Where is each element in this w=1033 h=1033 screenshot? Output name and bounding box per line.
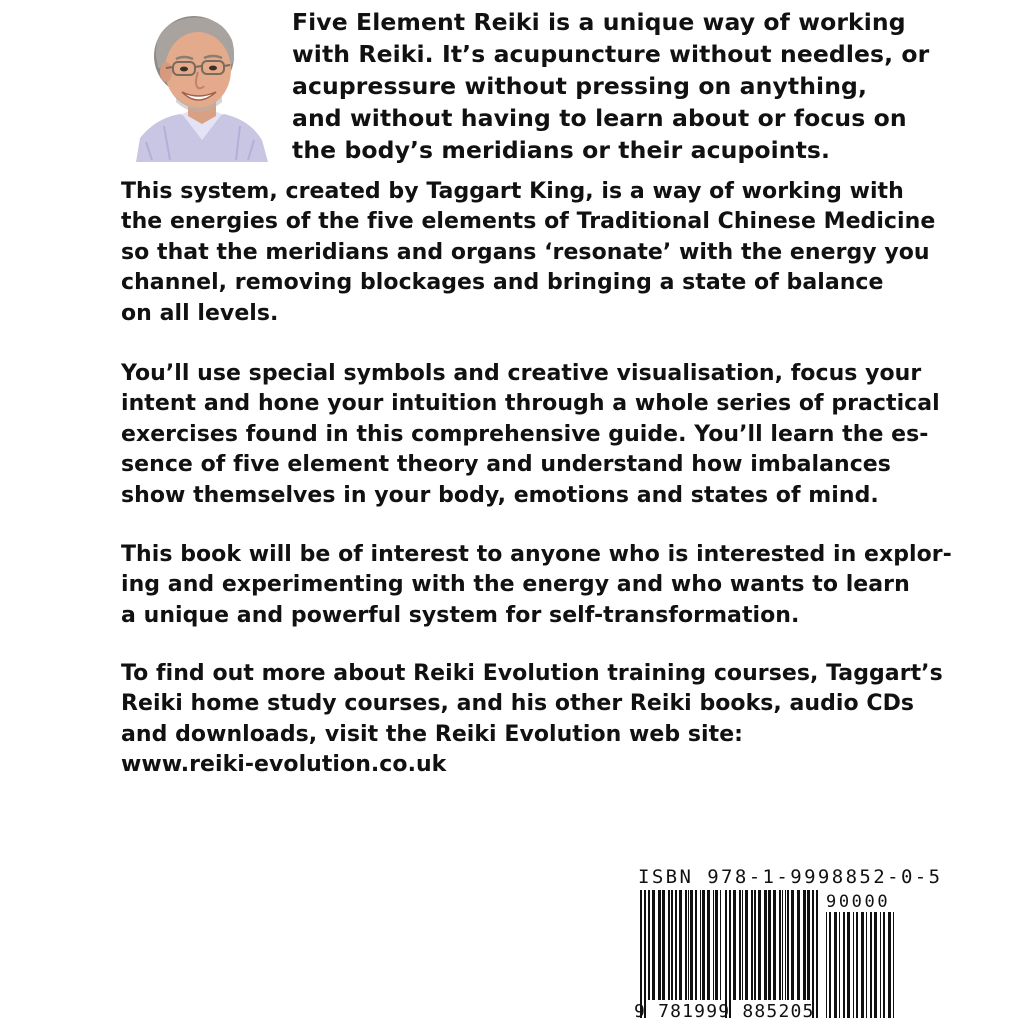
addon-bar [866,912,867,1018]
paragraph-line: intent and hone your intuition through a whole series of practical [121,391,940,417]
barcode-bar [702,890,705,1000]
barcode-bar [773,890,776,1000]
paragraph-line: You’ll use special symbols and creative visualisation, focus your [121,361,922,386]
paragraph-find-out-more [121,659,943,781]
intro-line: acupressure without pressing on anything, [292,72,867,100]
barcode-bar [668,890,670,1000]
barcode-bar [733,890,736,1000]
barcode-bar [725,890,727,1018]
paragraph-line: show themselves in your body, emotions and states of mind. [121,482,879,508]
addon-bar [874,912,877,1018]
intro-text [292,6,930,166]
barcode-bar [768,890,771,1000]
barcode-bar [816,890,818,1018]
barcode-bar [751,890,753,1000]
addon-bar [826,912,827,1018]
addon-bar [843,912,845,1018]
paragraph-line: the energies of the five elements of Traditional Chinese Medicine [121,209,936,235]
intro-line: Five Element Reiki is a unique way of working [292,8,906,36]
barcode-bar [785,890,786,1000]
addon-bar [893,912,894,1018]
addon-bar [870,912,872,1018]
addon-bar [880,912,881,1018]
barcode-bar [742,890,743,1000]
intro-line: and without having to learn about or focus on [292,104,907,132]
barcode-bar [807,890,810,1000]
addon-bar [861,912,864,1018]
barcode-bar [640,890,642,1018]
paragraph-line: This book will be of interest to anyone who is interested in explor- [121,542,952,567]
barcode-bar [715,890,718,1000]
barcode-bar [662,890,665,1000]
barcode-bar [690,890,693,1000]
barcode-bar [688,890,689,1000]
barcode-bar [791,890,794,1000]
ean-digits: 9 781999 885205 [634,1001,815,1022]
addon-bar [888,912,891,1018]
paragraph-symbols [121,359,940,511]
paragraph-line: and downloads, visit the Reiki Evolution web site: [121,721,744,747]
barcode-bar [729,890,731,1018]
barcode-bar [739,890,741,1000]
barcode-bar [782,890,783,1000]
addon-bar [829,912,831,1018]
paragraph-line: To find out more about Reiki Evolution training courses, Taggart’s [121,661,943,686]
barcode-bar [803,890,806,1000]
barcode-bar [720,890,721,1000]
addon-bar [883,912,885,1018]
paragraph-line: This system, created by Taggart King, is a way of working with [121,179,904,204]
paragraph-line: a unique and powerful system for self-transformation. [121,602,800,628]
barcode-bar [764,890,767,1000]
addon-bar [847,912,850,1018]
barcode-bar [754,890,756,1000]
barcode-bar [679,890,682,1000]
addon-bar [856,912,858,1018]
isbn-barcode [628,862,943,1027]
barcode-bar [685,890,687,1000]
barcode-bar [707,890,710,1000]
addon-bar [853,912,854,1018]
paragraph-line: Reiki home study courses, and his other Reiki books, audio CDs [121,691,915,717]
paragraph-line: exercises found in this comprehensive guide. You’ll learn the es- [121,421,929,447]
barcode-bar [658,890,661,1000]
price-code: 90000 [826,892,891,912]
barcode-bar [671,890,673,1000]
barcode-bar [644,890,646,1018]
intro-line: the body’s meridians or their acupoints. [292,136,831,164]
barcode-bar [745,890,748,1000]
barcode-bar [779,890,781,1000]
website-url: www.reiki-evolution.co.uk [121,752,447,778]
barcode-bar [713,890,714,1000]
isbn-label: ISBN 978-1-9998852-0-5 [638,866,943,888]
intro-line: with Reiki. It’s acupuncture without needles, or [292,40,930,68]
barcode-bar [700,890,701,1000]
paragraph-line: on all levels. [121,300,279,326]
addon-bar [839,912,840,1018]
barcode-bar [787,890,789,1000]
barcode-bar [797,890,800,1000]
paragraph-line: sence of five element theory and understand how imbalances [121,452,891,478]
barcode-bar [758,890,761,1000]
paragraph-line: ing and experimenting with the energy and who wants to learn [121,572,910,598]
barcode-bar [648,890,650,1000]
addon-bar [834,912,837,1018]
paragraph-interest [121,540,952,631]
paragraph-line: so that the meridians and organs ‘resonate’ with the energy you [121,239,930,265]
barcode-bar [812,890,814,1018]
barcode-bar [652,890,655,1000]
barcode-bar [695,890,697,1000]
author-photo [136,10,268,162]
paragraph-system [121,177,936,329]
paragraph-line: channel, removing blockages and bringing a state of balance [121,270,884,296]
barcode-bar [675,890,677,1000]
